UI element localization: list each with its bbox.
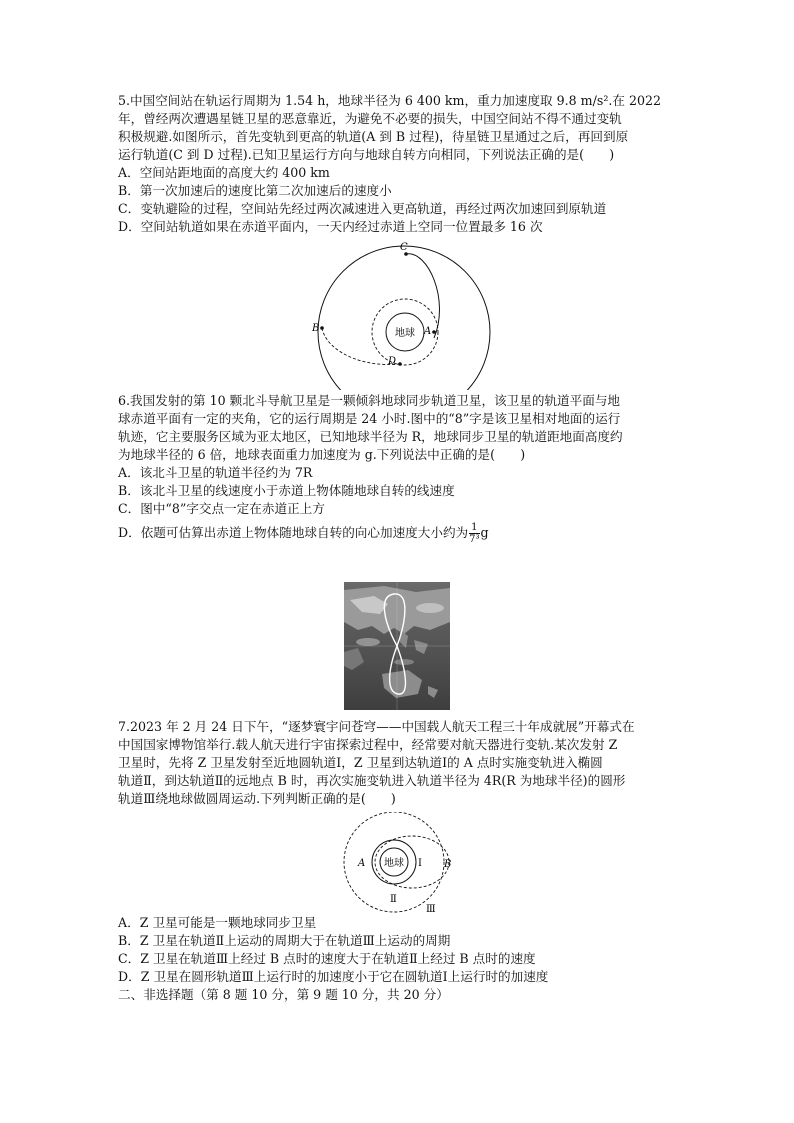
q6-option-a: A．该北斗卫星的轨道半径约为 7R bbox=[118, 465, 313, 480]
q6-option-d-fraction bbox=[469, 522, 479, 545]
q7-line-3: 卫星时，先将 Z 卫星发射至近地圆轨道Ⅰ，Z 卫星到达轨道Ⅰ的 A 点时实施变轨进入椭圆 bbox=[118, 755, 603, 770]
q5-line-4: 运行轨道(C 到 D 过程).已知卫星运行方向与地球自转方向相同，下列说法正确的是( ) bbox=[118, 147, 615, 162]
q6-option-c: C．图中“8”字交点一定在赤道正上方 bbox=[118, 501, 325, 516]
q6-line-4: 为地球半径的 6 倍，地球表面重力加速度为 g.下列说法中正确的是( ) bbox=[118, 447, 526, 462]
q7-option-b: B．Z 卫星在轨道Ⅱ上运动的周期大于在轨道Ⅲ上运动的周期 bbox=[118, 933, 451, 948]
q6-line-3: 轨迹，它主要服务区域为亚太地区，已知地球半径为 R，地球同步卫星的轨道距地面高度约 bbox=[118, 429, 623, 444]
section-2-heading: 二、非选择题（第 8 题 10 分，第 9 题 10 分，共 20 分） bbox=[118, 987, 449, 1002]
q5-option-d: D．空间站轨道如果在赤道平面内，一天内经过赤道上空同一位置最多 16 次 bbox=[118, 219, 543, 234]
q5-label-b: B bbox=[312, 323, 320, 334]
q5-option-b: B．第一次加速后的速度比第二次加速后的速度小 bbox=[118, 183, 392, 198]
q7-label-b: B bbox=[444, 859, 452, 870]
q5-option-a: A．空间站距地面的高度大约 400 km bbox=[118, 165, 330, 180]
q5-line-3: 积极规避.如图所示，首先变轨到更高的轨道(A 到 B 过程)，待星链卫星通过之后，再回到原 bbox=[118, 129, 629, 144]
q6-option-d bbox=[118, 522, 623, 545]
q5-orbit-figure bbox=[310, 240, 500, 390]
q5-line-1: 5.中国空间站在轨运行周期为 1.54 h，地球半径为 6 400 km，重力加速度取 9.8 m/s².在 2022 bbox=[118, 93, 662, 108]
q7-line-5: 轨道Ⅲ绕地球做圆周运动.下列判断正确的是( ) bbox=[118, 791, 396, 806]
q6-satellite-map bbox=[344, 582, 450, 710]
q7-option-d: D．Z 卫星在圆形轨道Ⅲ上运行时的加速度小于它在圆轨道Ⅰ上运行时的加速度 bbox=[118, 969, 549, 984]
q6-frac-g: g bbox=[480, 525, 489, 540]
q7-label-orbit-1: Ⅰ bbox=[418, 858, 422, 869]
q7-option-c: C．Z 卫星在轨道Ⅲ上经过 B 点时的速度大于在轨道Ⅱ上经过 B 点时的速度 bbox=[118, 951, 536, 966]
q6-line-2: 球赤道平面有一定的夹角，它的运行周期是 24 小时.图中的“8”字是该卫星相对地面的运行 bbox=[118, 411, 621, 426]
q5-label-d: D bbox=[388, 356, 397, 367]
q7-line-1: 7.2023 年 2 月 24 日下午，“逐梦寰宇问苍穹——中国载人航天工程三十年成就展”开幕式在 bbox=[118, 719, 635, 734]
q5-earth-label: 地球 bbox=[395, 328, 415, 339]
q6-line-1: 6.我国发射的第 10 颗北斗导航卫星是一颗倾斜地球同步轨道卫星，该卫星的轨道平面与地 bbox=[118, 393, 621, 408]
q7-label-orbit-3: Ⅲ bbox=[426, 904, 436, 915]
question-5 bbox=[118, 92, 661, 236]
question-7-options bbox=[118, 914, 548, 1004]
question-7 bbox=[118, 718, 635, 808]
q5-label-c: C bbox=[400, 242, 408, 253]
q6-frac-num: 1 bbox=[471, 522, 478, 533]
q7-line-4: 轨道Ⅱ，到达轨道Ⅱ的远地点 B 时，再次实施变轨进入轨道半径为 4R(R 为地球半径)的圆形 bbox=[118, 773, 626, 788]
q6-option-d-text: D．依题可估算出赤道上物体随地球自转的向心加速度大小约为 bbox=[118, 525, 469, 540]
q7-line-2: 中国国家博物馆举行.载人航天进行宇宙探索过程中，经常要对航天器进行变轨.某次发射 Z bbox=[118, 737, 618, 752]
q6-frac-den: 7³ bbox=[469, 534, 480, 545]
q7-orbit-figure bbox=[340, 812, 466, 916]
q5-option-c: C．变轨避险的过程，空间站先经过两次减速进入更高轨道，再经过两次加速回到原轨道 bbox=[118, 201, 607, 216]
q7-option-a: A．Z 卫星可能是一颗地球同步卫星 bbox=[118, 915, 317, 930]
q7-label-a: A bbox=[358, 858, 366, 869]
question-6 bbox=[118, 392, 623, 545]
q7-label-orbit-2: Ⅱ bbox=[390, 894, 397, 905]
q5-line-2: 年，曾经两次遭遇星链卫星的恶意靠近，为避免不必要的损失，中国空间站不得不通过变轨 bbox=[118, 111, 622, 126]
q7-earth-label: 地球 bbox=[384, 858, 404, 869]
q5-label-a: A bbox=[424, 326, 432, 337]
q6-option-b: B．该北斗卫星的线速度小于赤道上物体随地球自转的线速度 bbox=[118, 483, 455, 498]
